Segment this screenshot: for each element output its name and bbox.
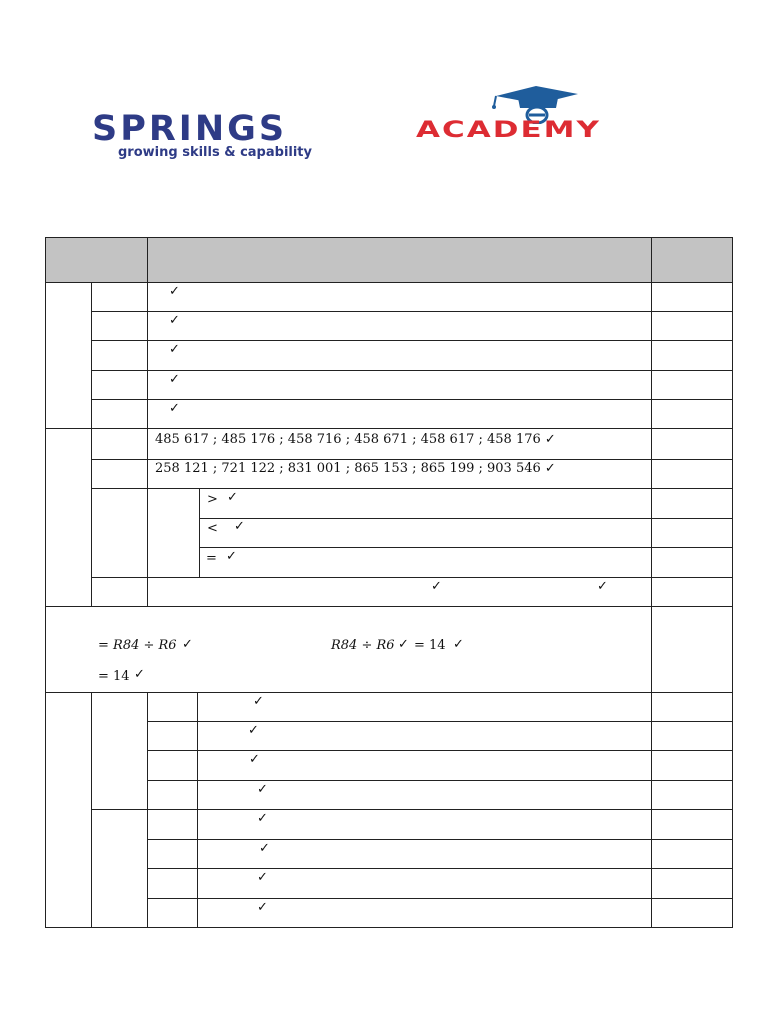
check-icon: ✓ — [257, 811, 268, 826]
check-icon: ✓ — [249, 752, 260, 767]
table-border — [147, 839, 733, 840]
less-than-sign: < — [207, 521, 218, 536]
table-border — [199, 488, 200, 577]
table-border — [45, 606, 733, 607]
springs-logo-text: SPRINGS — [92, 109, 288, 149]
table-border — [147, 721, 733, 722]
check-icon: ✓ — [248, 723, 259, 738]
calculation-left: = R84 ÷ R6 — [98, 638, 177, 653]
table-border — [91, 282, 92, 606]
table-border — [45, 237, 733, 238]
table-header-bg — [46, 238, 733, 282]
table-border — [45, 237, 46, 928]
greater-than-sign: > — [207, 492, 218, 507]
table-border — [91, 459, 733, 460]
table-border — [197, 692, 198, 927]
calculation-result: = 14 — [98, 669, 130, 684]
answer-ordering-ascending: 258 121 ; 721 122 ; 831 001 ; 865 153 ; 865 199 ; 903 546 ✓ — [155, 461, 556, 476]
table-border — [147, 692, 148, 927]
table-border — [91, 809, 733, 810]
table-border — [199, 518, 733, 519]
check-icon: ✓ — [257, 870, 268, 885]
check-icon: ✓ — [234, 519, 245, 534]
check-icon: ✓ — [257, 900, 268, 915]
check-icon: ✓ — [227, 490, 238, 505]
academy-logo-text: ACADEMY — [416, 116, 601, 143]
check-icon: ✓ — [134, 667, 145, 682]
table-border — [147, 750, 733, 751]
table-border — [91, 399, 733, 400]
check-icon: ✓ — [169, 401, 180, 416]
check-icon: ✓ — [226, 549, 237, 564]
table-border — [91, 488, 733, 489]
table-border — [147, 868, 733, 869]
table-border — [147, 780, 733, 781]
table-border — [147, 237, 148, 282]
table-border — [45, 282, 733, 283]
check-icon: ✓ — [169, 372, 180, 387]
check-icon: ✓ — [182, 637, 193, 652]
table-border — [91, 370, 733, 371]
calculation-right-result: = 14 — [414, 638, 446, 653]
table-border — [91, 340, 733, 341]
check-icon: ✓ — [253, 694, 264, 709]
check-icon: ✓ — [257, 782, 268, 797]
table-border — [651, 237, 652, 928]
table-border — [732, 237, 733, 928]
check-icon: ✓ — [169, 342, 180, 357]
table-border — [45, 927, 733, 928]
table-border — [45, 692, 733, 693]
check-icon: ✓ — [597, 579, 608, 594]
equals-sign: = — [206, 551, 217, 566]
calculation-right: R84 ÷ R6 — [331, 638, 395, 653]
check-icon: ✓ — [431, 579, 442, 594]
table-border — [91, 577, 733, 578]
table-border — [91, 692, 92, 927]
table-border — [199, 547, 733, 548]
table-border — [45, 428, 733, 429]
table-border — [147, 898, 733, 899]
check-icon: ✓ — [169, 284, 180, 299]
answer-ordering-descending: 485 617 ; 485 176 ; 458 716 ; 458 671 ; 458 617 ; 458 176 ✓ — [155, 432, 556, 447]
table-border — [147, 282, 148, 606]
table-border — [91, 311, 733, 312]
springs-tagline: growing skills & capability — [118, 145, 312, 160]
check-icon: ✓ — [169, 313, 180, 328]
check-icon: ✓ — [453, 637, 464, 652]
check-icon: ✓ — [259, 841, 270, 856]
check-icon: ✓ — [398, 637, 409, 652]
